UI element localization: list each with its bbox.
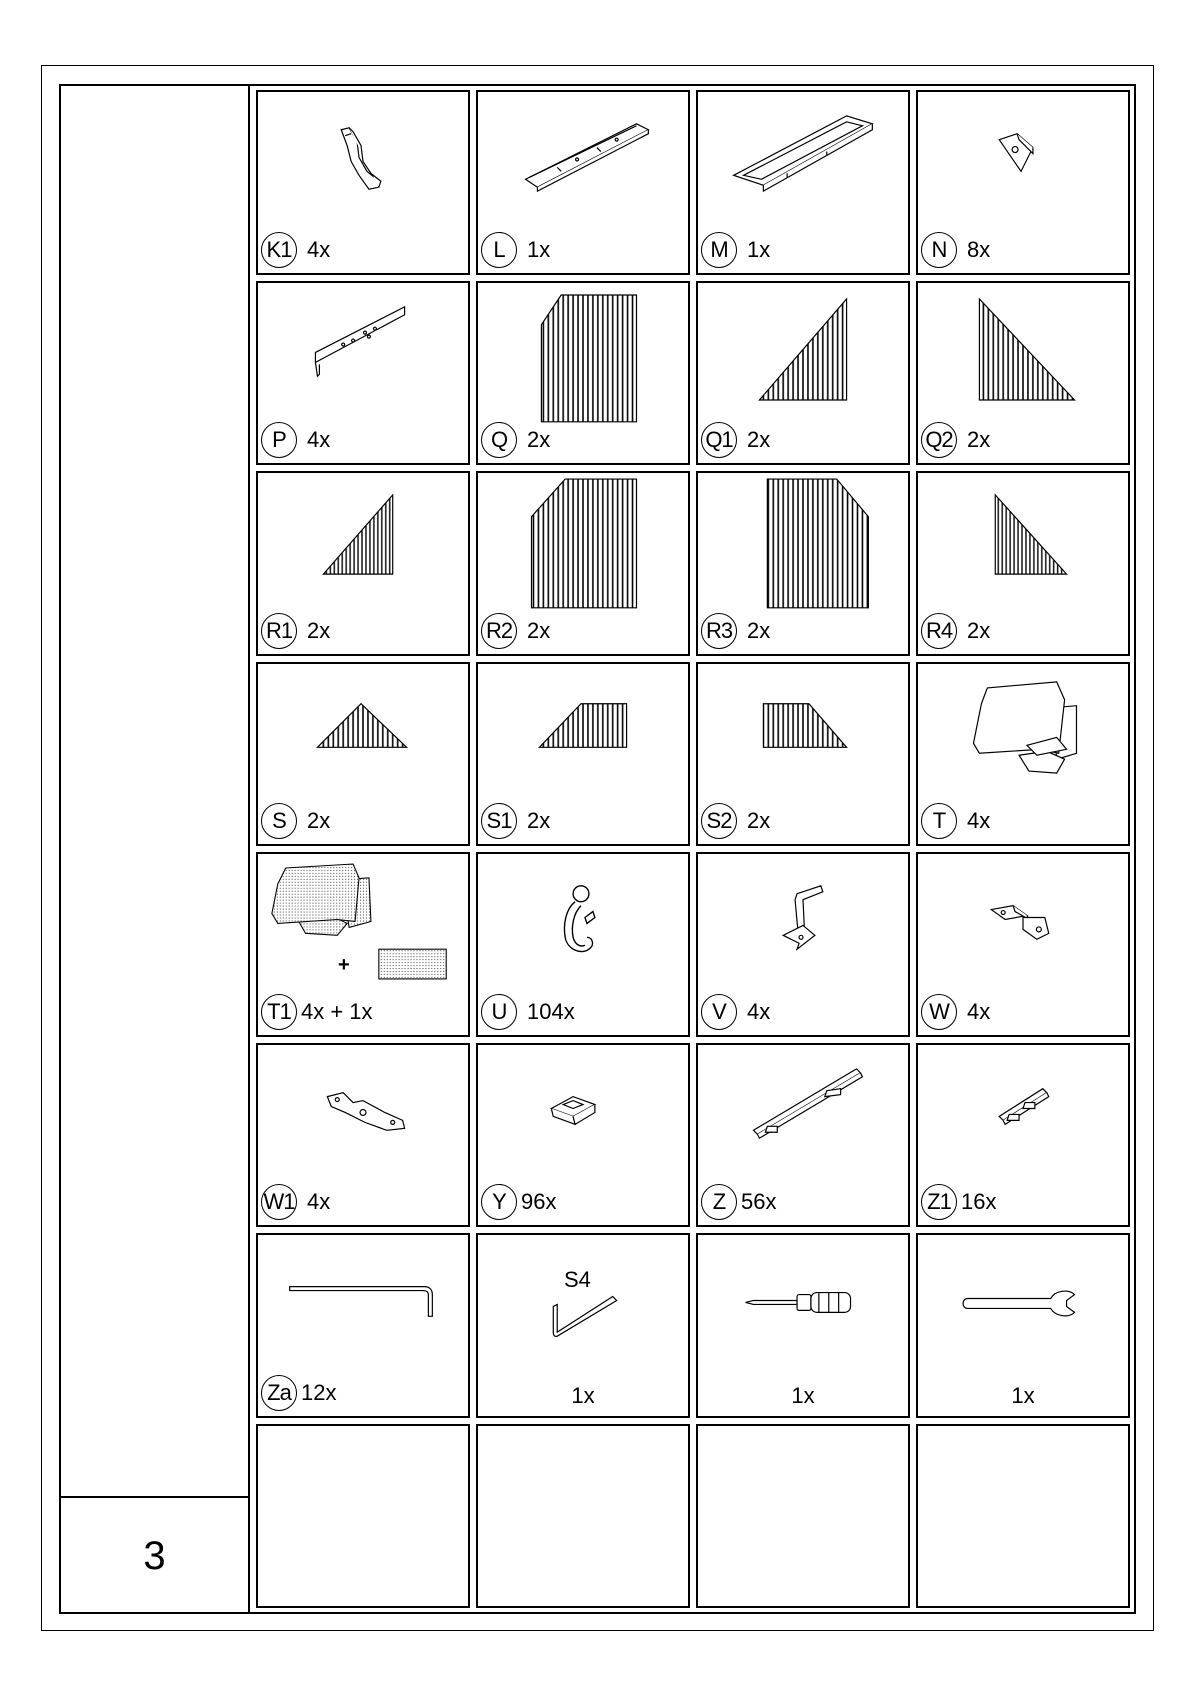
part-cell (476, 471, 690, 656)
part-label (481, 803, 550, 839)
part-quantity: 1x (747, 236, 771, 262)
part-label (481, 613, 550, 649)
part-label (921, 613, 990, 649)
part-quantity: 4x (967, 808, 991, 833)
part-id-badge: L (481, 232, 517, 268)
part-id-badge: T (921, 803, 957, 839)
part-label (921, 422, 990, 458)
part-cell (916, 1043, 1130, 1228)
part-quantity: 8x (967, 236, 991, 262)
part-cell (916, 852, 1130, 1037)
part-label (921, 232, 990, 268)
part-cell (696, 281, 910, 466)
empty-cell (916, 1424, 1130, 1609)
side-column (59, 84, 250, 1614)
part-quantity: 4x (307, 1189, 331, 1214)
part-label (261, 613, 330, 649)
part-id-badge: R2 (481, 613, 517, 649)
part-quantity: 96x (521, 1189, 557, 1214)
part-quantity: 1x (791, 1382, 815, 1408)
part-id-badge: N (921, 232, 957, 268)
plus-sign: + (338, 954, 350, 976)
part-id-badge: Z1 (921, 1184, 957, 1220)
part-cell (916, 90, 1130, 275)
part-label (481, 1184, 556, 1220)
part-cell (476, 1233, 690, 1418)
parts-grid (256, 90, 1130, 1608)
empty-cell (476, 1424, 690, 1609)
part-label (701, 803, 770, 839)
part-id-badge: W (921, 994, 957, 1030)
part-cell (256, 852, 470, 1037)
part-label (481, 994, 575, 1030)
part-id-badge: Q1 (701, 422, 737, 458)
part-cell (916, 471, 1130, 656)
part-label (701, 994, 770, 1030)
empty-cell (256, 1424, 470, 1609)
part-quantity: 1x (527, 236, 551, 262)
part-quantity: 2x (307, 808, 331, 833)
part-cell (916, 662, 1130, 847)
part-cell (256, 1043, 470, 1228)
part-id-badge: V (701, 994, 737, 1030)
part-quantity: 4x (967, 998, 991, 1024)
part-label (261, 232, 330, 268)
part-label (481, 422, 550, 458)
part-quantity: 2x (967, 617, 991, 643)
part-id-badge: K1 (261, 232, 297, 268)
part-id-badge: Z (701, 1184, 737, 1220)
part-id-badge: S1 (481, 803, 517, 839)
part-quantity: 4x + 1x (301, 998, 373, 1024)
part-quantity: 104x (527, 998, 575, 1024)
part-id-badge: U (481, 994, 517, 1030)
part-label (261, 803, 330, 839)
part-cell (696, 662, 910, 847)
part-cell (256, 281, 470, 466)
part-label (261, 1375, 336, 1411)
part-cell (256, 90, 470, 275)
part-label (921, 994, 990, 1030)
part-quantity: 2x (747, 427, 771, 452)
page-number-box (59, 1496, 250, 1614)
part-quantity: 56x (741, 1189, 777, 1214)
part-id-badge: S2 (701, 803, 737, 839)
part-id-badge: M (701, 232, 737, 268)
part-cell (696, 852, 910, 1037)
part-id-badge: Q (481, 422, 517, 458)
part-label (261, 994, 373, 1030)
part-id-badge: Y (481, 1184, 517, 1220)
part-quantity: 4x (747, 998, 771, 1024)
part-cell (256, 1233, 470, 1418)
part-quantity: 2x (747, 808, 771, 833)
part-cell (916, 1233, 1130, 1418)
part-quantity: 4x (307, 236, 331, 262)
part-label (261, 422, 330, 458)
part-quantity: 2x (967, 427, 991, 452)
part-quantity: 16x (961, 1189, 997, 1214)
page-number: 3 (143, 1533, 166, 1578)
part-cell (696, 1233, 910, 1418)
part-quantity: 2x (527, 427, 551, 452)
part-quantity: 2x (527, 617, 551, 643)
part-cell (696, 1043, 910, 1228)
part-quantity: 2x (527, 808, 551, 833)
part-quantity: 1x (1011, 1382, 1035, 1408)
part-label (921, 1184, 996, 1220)
part-cell (256, 662, 470, 847)
empty-cell (696, 1424, 910, 1609)
part-label (701, 232, 770, 268)
part-id-badge: R4 (921, 613, 957, 649)
part-cell (476, 662, 690, 847)
part-label (701, 1184, 776, 1220)
part-quantity: 1x (571, 1382, 595, 1408)
part-label (701, 613, 770, 649)
part-id-badge: R3 (701, 613, 737, 649)
part-label (261, 1184, 330, 1220)
part-id-badge: Q2 (921, 422, 957, 458)
part-label (701, 422, 770, 458)
part-cell (476, 281, 690, 466)
part-id-badge: Za (261, 1375, 297, 1411)
part-id-badge: P (261, 422, 297, 458)
part-cell (696, 471, 910, 656)
part-quantity: 4x (307, 427, 331, 452)
part-cell (256, 471, 470, 656)
part-cell (476, 1043, 690, 1228)
part-id-badge: R1 (261, 613, 297, 649)
part-cell (476, 90, 690, 275)
part-id-badge: W1 (261, 1184, 297, 1220)
part-label (921, 803, 990, 839)
part-cell (476, 852, 690, 1037)
part-cell (916, 281, 1130, 466)
part-id-badge: T1 (261, 994, 297, 1030)
part-label (481, 232, 550, 268)
part-quantity: 2x (747, 617, 771, 643)
part-quantity: 12x (301, 1379, 337, 1405)
part-id-badge: S (261, 803, 297, 839)
part-quantity: 2x (307, 617, 331, 643)
tool-size-label: S4 (564, 1267, 591, 1292)
part-cell (696, 90, 910, 275)
